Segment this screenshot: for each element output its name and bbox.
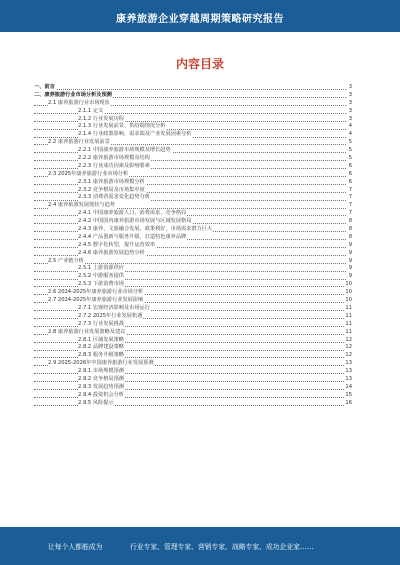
- toc-entry-page: 9: [348, 249, 352, 256]
- toc-entry-label: 2.5 产业链分析: [48, 257, 84, 264]
- toc-entry[interactable]: [34, 108, 352, 116]
- toc-entry-page: 3: [348, 84, 352, 90]
- toc-entry-page: 3: [348, 115, 352, 122]
- toc-entry-page: 4: [348, 131, 352, 138]
- toc-entry-page: 9: [348, 273, 352, 280]
- toc-entry-label: 2.2.3 行业成功因素及影响要素: [78, 162, 150, 169]
- toc-entry[interactable]: [34, 305, 352, 313]
- toc-entry[interactable]: [34, 289, 352, 297]
- toc-entry[interactable]: [34, 226, 352, 234]
- toc-entry-label: 2.1.3 行业发展前景、供给端情况分析: [78, 123, 166, 130]
- toc-entry-label: 2.3.3 消费者需求变化趋势分析: [78, 194, 150, 201]
- toc-entry[interactable]: [34, 321, 352, 329]
- toc-entry-label: 2.8.1 区域发展策略: [78, 336, 124, 343]
- toc-entry-label: 2.4.4 产品创新与服务升级，打造特色康养品牌: [78, 233, 187, 240]
- toc-entry-label: 2.4 康养旅游发展现状与趋势: [48, 202, 115, 209]
- toc-entry[interactable]: [34, 218, 352, 226]
- toc-entry[interactable]: [34, 100, 352, 108]
- footer-slogan: 让每个人都能成为: [48, 543, 103, 551]
- toc-entry-page: 3: [348, 107, 352, 114]
- toc-entry-label: 2.1.1 定义: [78, 107, 104, 114]
- toc-entry[interactable]: [34, 376, 352, 384]
- toc-entry-label: 2.6 2024-2025年康养旅游行业市场分析: [48, 289, 144, 296]
- toc-entry-label: 2.9.1 市场规模预测: [78, 368, 124, 375]
- toc-entry-page: 11: [345, 312, 352, 319]
- toc-entry-page: 9: [348, 265, 352, 272]
- toc-title: 内容目录: [175, 57, 224, 71]
- toc-entry-page: 6: [348, 178, 352, 185]
- toc-entry-label: 2.2 康养旅游行业发展前景: [48, 139, 110, 146]
- toc-entry-page: 9: [348, 241, 352, 248]
- toc-entry-label: 2.5.3 下游消费市场: [78, 281, 124, 288]
- toc-entry-label: 2.8.3 服务升级策略: [78, 352, 124, 359]
- toc-entry-page: 16: [345, 399, 352, 406]
- toc-entry-page: 4: [348, 123, 352, 130]
- toc-entry-page: 7: [348, 194, 352, 201]
- toc-entry-page: 10: [345, 281, 352, 288]
- toc-entry-page: 11: [345, 304, 352, 311]
- toc-entry[interactable]: [34, 147, 352, 155]
- toc-entry-page: 11: [345, 328, 352, 335]
- toc-entry-page: 13: [345, 375, 352, 382]
- leader-dots: [34, 89, 346, 90]
- toc-entry-label: 二、康养旅游行业市场分析及预测: [34, 91, 112, 98]
- toc-entry-label: 2.4.6 康养旅游发展趋势分析: [78, 249, 145, 256]
- toc-entry-label: 2.1.4 行业政策影响、需求端及产业发展因素分析: [78, 131, 192, 138]
- toc-entry-page: 11: [345, 320, 352, 327]
- toc-entry-label: 2.9.4 投资机会分析: [78, 391, 124, 398]
- report-title: 康养旅游企业穿越周期策略研究报告: [116, 14, 284, 25]
- toc-entry-label: 2.9.3 发展趋势预测: [78, 383, 124, 390]
- toc-entry-label: 2.5.2 中游服务提供: [78, 273, 124, 280]
- toc-entry[interactable]: [34, 179, 352, 187]
- toc-entry-page: 14: [345, 383, 352, 390]
- toc-entry-page: 12: [345, 352, 352, 359]
- toc-entry-page: 8: [348, 218, 352, 225]
- toc-entry-page: 3: [348, 91, 352, 98]
- toc-entry[interactable]: [34, 139, 352, 147]
- toc-entry[interactable]: [34, 210, 352, 218]
- toc-entry-label: 2.7.1 宏观经济影响及市场运行: [78, 304, 150, 311]
- toc-entry[interactable]: [34, 384, 352, 392]
- toc-entry-label: 2.7 2024-2025年康养旅游行业发展影响: [48, 297, 144, 304]
- toc-entry-label: 2.1 康养旅游行业市场现状: [48, 99, 110, 106]
- toc-entry-page: 8: [348, 233, 352, 240]
- toc-entry[interactable]: [34, 242, 352, 250]
- toc-entry-page: 5: [348, 155, 352, 162]
- toc-entry[interactable]: [34, 155, 352, 163]
- toc-entry[interactable]: [34, 360, 352, 368]
- toc-entry-label: 2.4.2 中国国内康养旅游市场发展与区域发展格局: [78, 218, 192, 225]
- table-of-contents: [34, 84, 352, 408]
- toc-entry-page: 6: [348, 162, 352, 169]
- toc-entry-label: 2.4.1 中国康养旅游人口、消费需求、竞争格局: [78, 210, 187, 217]
- toc-entry-page: 10: [345, 289, 352, 296]
- toc-entry-page: 6: [348, 170, 352, 177]
- toc-entry-label: 2.2.2 康养旅游市场规模及结构: [78, 155, 150, 162]
- toc-entry[interactable]: [34, 171, 352, 179]
- toc-entry[interactable]: [34, 234, 352, 242]
- toc-entry-label: 2.9.5 风险提示: [78, 399, 114, 406]
- toc-entry-label: 2.9 2025-2026年中国康养旅游行业发展预测: [48, 360, 154, 367]
- toc-entry-page: 13: [345, 368, 352, 375]
- report-footer: [0, 527, 400, 565]
- toc-entry-page: 7: [348, 186, 352, 193]
- toc-entry[interactable]: [34, 84, 352, 92]
- toc-entry[interactable]: [34, 313, 352, 321]
- toc-entry[interactable]: [34, 163, 352, 171]
- toc-entry-label: 2.3.2 竞争格局及市场集中度: [78, 186, 145, 193]
- toc-entry-page: 13: [345, 360, 352, 367]
- toc-entry-page: 12: [345, 344, 352, 351]
- toc-entry-page: 8: [348, 226, 352, 233]
- toc-entry-label: 一、前言: [34, 84, 55, 90]
- toc-entry-label: 2.9.2 竞争格局预测: [78, 375, 124, 382]
- toc-entry-label: 2.7.2 2025年行业发展机遇: [78, 312, 143, 319]
- toc-entry-page: 5: [348, 147, 352, 154]
- toc-entry[interactable]: [34, 392, 352, 400]
- toc-entry-label: 2.4.3 康养、文旅融合发展，政策利好，市场需求潜力巨大: [78, 226, 213, 233]
- toc-entry-label: 2.3.1 康养旅游市场规模分析: [78, 178, 145, 185]
- report-header: [0, 0, 400, 32]
- toc-entry-label: 2.5.1 上游资源供应: [78, 265, 124, 272]
- toc-entry-label: 2.2.1 中国康养旅游市场规模及增长趋势: [78, 147, 171, 154]
- toc-entry-page: 10: [345, 297, 352, 304]
- toc-entry[interactable]: [34, 352, 352, 360]
- toc-entry[interactable]: [34, 281, 352, 289]
- toc-entry-page: 3: [348, 99, 352, 106]
- toc-entry-page: 7: [348, 210, 352, 217]
- toc-entry-page: 15: [345, 391, 352, 398]
- toc-entry-page: 5: [348, 139, 352, 146]
- toc-entry[interactable]: [34, 297, 352, 305]
- toc-entry[interactable]: [34, 329, 352, 337]
- toc-entry[interactable]: [34, 92, 352, 100]
- toc-entry-label: 2.1.2 行业发展历程: [78, 115, 124, 122]
- toc-entry-page: 7: [348, 202, 352, 209]
- toc-entry-page: 9: [348, 257, 352, 264]
- toc-entry[interactable]: [34, 400, 352, 408]
- footer-tagline: 行业专家、管理专家、营销专家、战略专家、成功企业家……: [130, 543, 314, 551]
- toc-entry-label: 2.7.3 行业发展挑战: [78, 320, 124, 327]
- toc-entry[interactable]: [34, 250, 352, 258]
- toc-entry-label: 2.8 康养旅游行业发展策略及建议: [48, 328, 126, 335]
- toc-entry[interactable]: [34, 368, 352, 376]
- toc-entry-page: 12: [345, 336, 352, 343]
- toc-entry-label: 2.8.2 品牌建设策略: [78, 344, 124, 351]
- toc-entry-label: 2.4.5 数字化转型，提升运营效率: [78, 241, 156, 248]
- toc-entry-label: 2.3 2025年康养旅游行业市场分析: [48, 170, 129, 177]
